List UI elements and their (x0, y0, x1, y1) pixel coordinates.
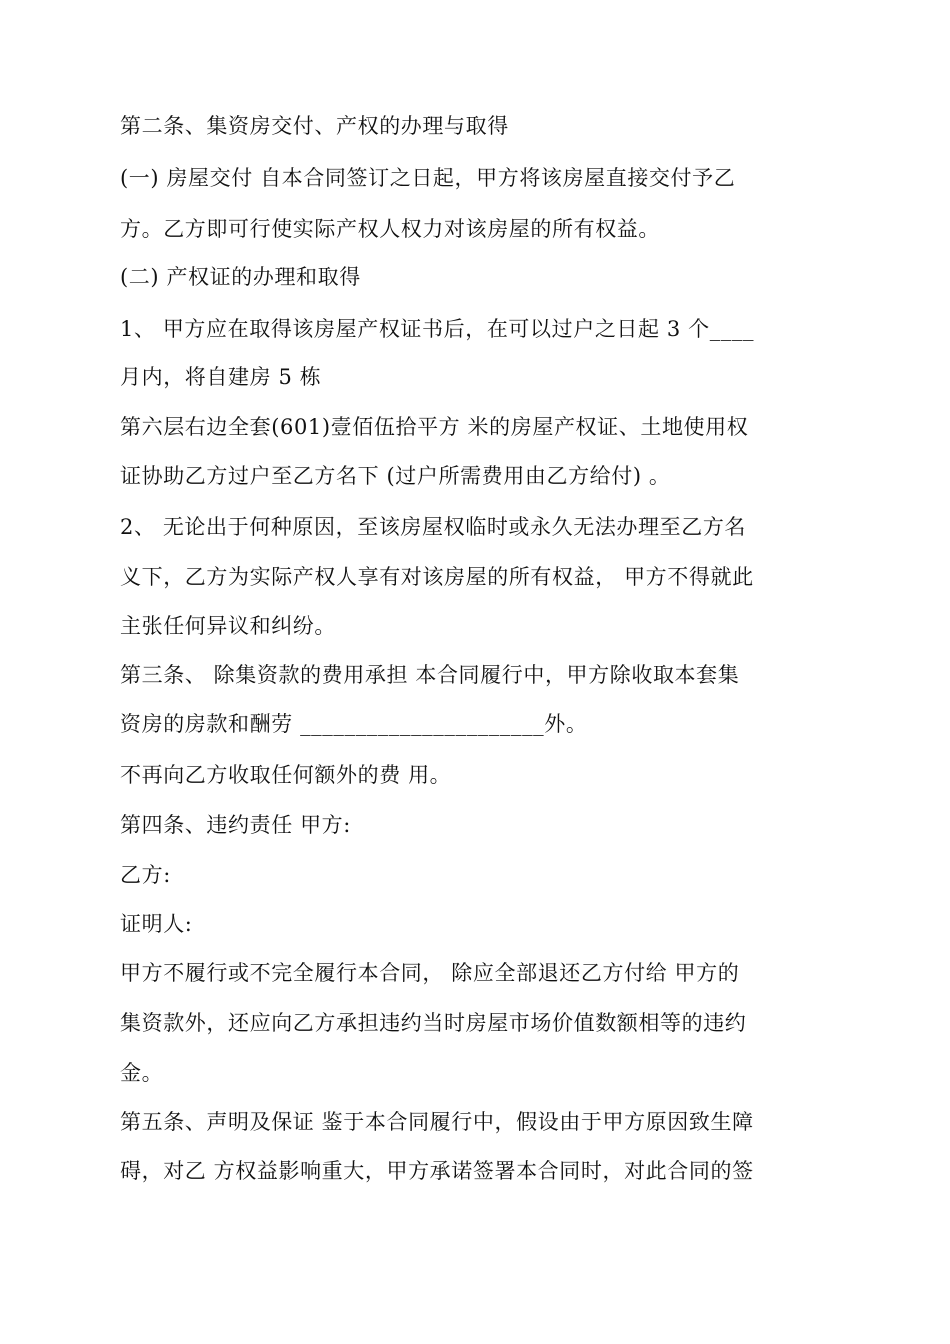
item-1-line-3: 第六层右边全套(601)壹佰伍拾平方 米的房屋产权证、土地使用权 (120, 415, 749, 439)
clause-2-heading: (二) 产权证的办理和取得 (120, 265, 361, 289)
item-1-line-1: 1、 甲方应在取得该房屋产权证书后，在可以过户之日起 3 个____ (120, 317, 755, 341)
item-2-line-1: 2、 无论出于何种原因，至该房屋权临时或永久无法办理至乙方名 (120, 515, 747, 539)
item-2-line-2: 义下，乙方为实际产权人享有对该房屋的所有权益， 甲方不得就此 (120, 565, 754, 589)
clause-1-line-2: 方。乙方即可行使实际产权人权力对该房屋的所有权益。 (120, 217, 660, 241)
section-5-line-1: 第五条、声明及保证 鉴于本合同履行中，假设由于甲方原因致生障 (120, 1110, 754, 1134)
section-3-line-2: 资房的房款和酬劳 ______________________外。 (120, 712, 588, 736)
section-4-line-3: 金。 (120, 1061, 164, 1085)
section-5-line-2: 碍，对乙 方权益影响重大，甲方承诺签署本合同时，对此合同的签 (120, 1159, 754, 1183)
item-2-line-3: 主张任何异议和纠纷。 (120, 614, 336, 638)
section-2-heading: 第二条、集资房交付、产权的办理与取得 (120, 114, 509, 138)
party-b-label: 乙方: (120, 863, 171, 887)
section-4-heading: 第四条、违约责任 甲方: (120, 813, 351, 837)
item-1-line-2: 月内，将自建房 5 栋 (120, 365, 322, 389)
witness-label: 证明人: (120, 912, 193, 936)
item-1-line-4: 证协助乙方过户至乙方名下 (过户所需费用由乙方给付) 。 (120, 464, 671, 488)
section-4-line-1: 甲方不履行或不完全履行本合同， 除应全部退还乙方付给 甲方的 (120, 961, 740, 985)
section-3-line-3: 不再向乙方收取任何额外的费 用。 (120, 763, 452, 787)
section-3-line-1: 第三条、 除集资款的费用承担 本合同履行中，甲方除收取本套集 (120, 663, 740, 687)
section-4-line-2: 集资款外，还应向乙方承担违约当时房屋市场价值数额相等的违约 (120, 1011, 747, 1035)
clause-1-line-1: (一) 房屋交付 自本合同签订之日起，甲方将该房屋直接交付予乙 (120, 166, 736, 190)
